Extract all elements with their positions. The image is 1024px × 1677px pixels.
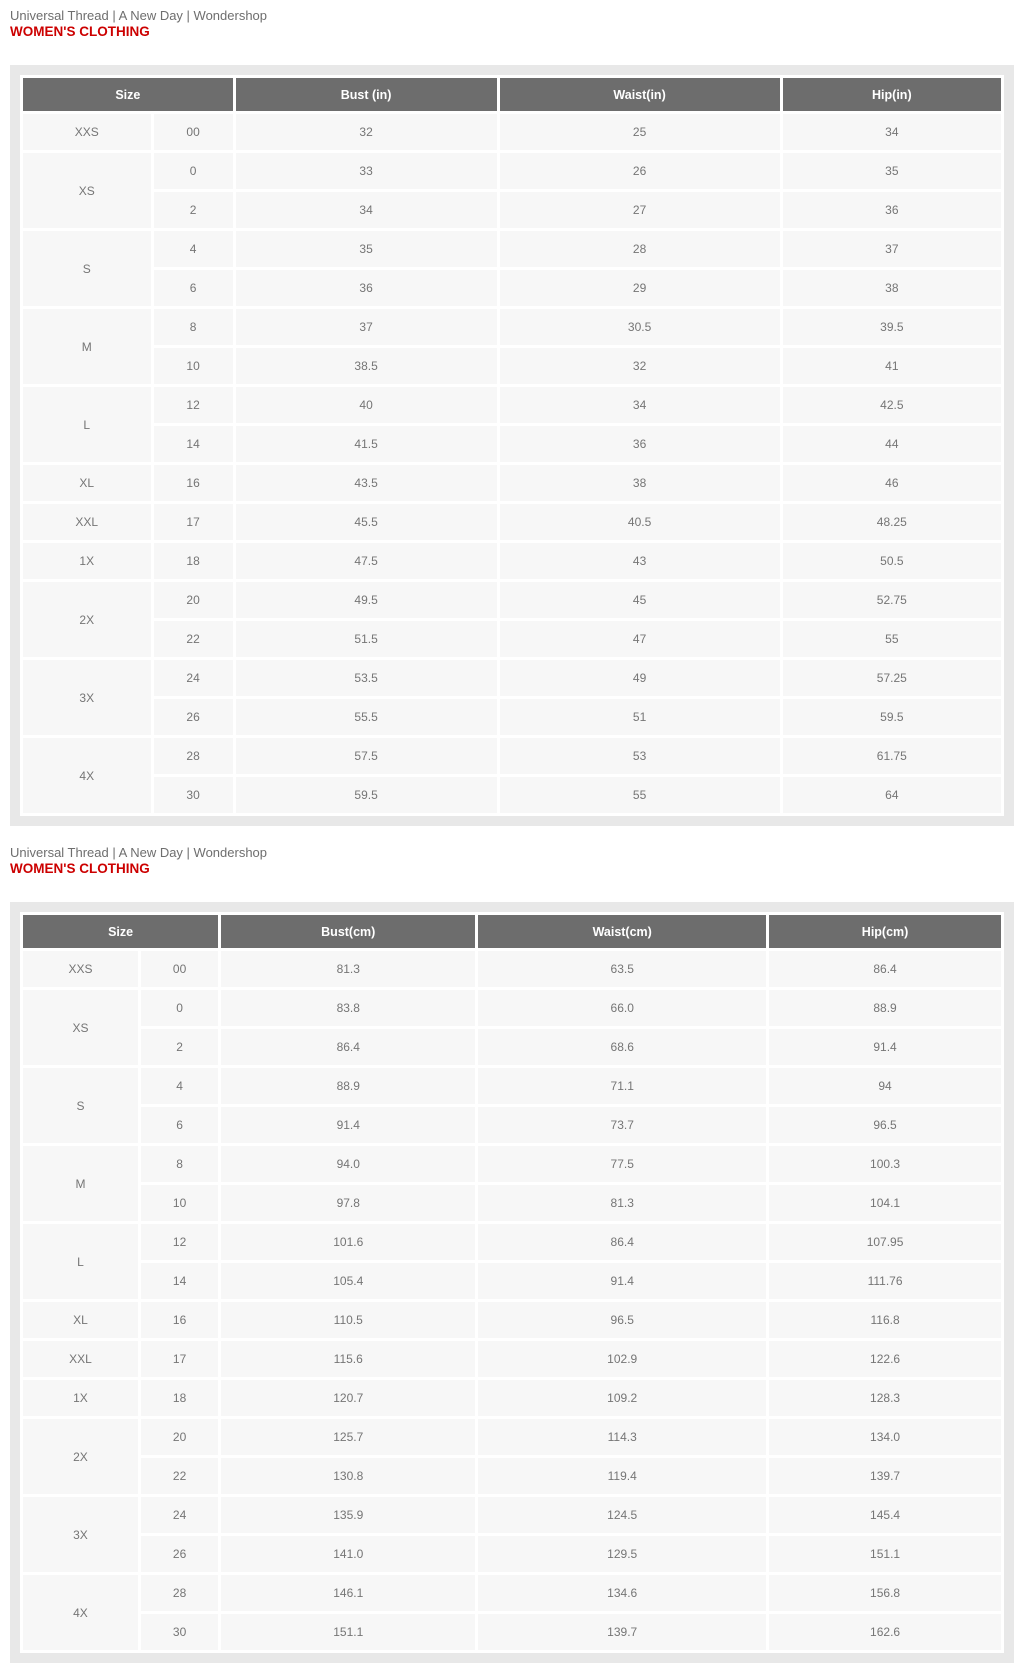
hip-cell: 34 bbox=[783, 114, 1001, 150]
size-row bbox=[23, 1341, 1001, 1377]
size-number-cell: 14 bbox=[141, 1263, 218, 1299]
waist-cell: 38 bbox=[500, 465, 780, 501]
size-number-cell: 6 bbox=[141, 1107, 218, 1143]
size-label-cell: L bbox=[23, 1224, 138, 1299]
waist-cell: 139.7 bbox=[478, 1614, 766, 1650]
size-row bbox=[23, 1302, 1001, 1338]
waist-cell: 26 bbox=[500, 153, 780, 189]
bust-cell: 47.5 bbox=[236, 543, 497, 579]
waist-cell: 25 bbox=[500, 114, 780, 150]
size-number-cell: 24 bbox=[154, 660, 233, 696]
hip-cell: 44 bbox=[783, 426, 1001, 462]
size-row bbox=[23, 1575, 1001, 1611]
size-number-cell: 28 bbox=[154, 738, 233, 774]
size-label-cell: 4X bbox=[23, 1575, 138, 1650]
size-number-cell: 6 bbox=[154, 270, 233, 306]
bust-cell: 55.5 bbox=[236, 699, 497, 735]
size-row bbox=[23, 990, 1001, 1026]
header-row bbox=[23, 78, 1001, 111]
waist-cell: 96.5 bbox=[478, 1302, 766, 1338]
hip-cell: 122.6 bbox=[769, 1341, 1001, 1377]
waist-cell: 119.4 bbox=[478, 1458, 766, 1494]
size-number-cell: 24 bbox=[141, 1497, 218, 1533]
size-row bbox=[23, 1458, 1001, 1494]
size-label-cell: XXS bbox=[23, 951, 138, 987]
size-row bbox=[23, 270, 1001, 306]
waist-cell: 49 bbox=[500, 660, 780, 696]
column-header: Size bbox=[23, 78, 233, 111]
size-label-cell: S bbox=[23, 231, 151, 306]
category-title: WOMEN'S CLOTHING bbox=[10, 861, 150, 876]
size-number-cell: 26 bbox=[154, 699, 233, 735]
waist-cell: 43 bbox=[500, 543, 780, 579]
waist-cell: 86.4 bbox=[478, 1224, 766, 1260]
hip-cell: 111.76 bbox=[769, 1263, 1001, 1299]
waist-cell: 32 bbox=[500, 348, 780, 384]
bust-cell: 83.8 bbox=[221, 990, 475, 1026]
hip-cell: 59.5 bbox=[783, 699, 1001, 735]
waist-cell: 47 bbox=[500, 621, 780, 657]
waist-cell: 53 bbox=[500, 738, 780, 774]
hip-cell: 134.0 bbox=[769, 1419, 1001, 1455]
bust-cell: 51.5 bbox=[236, 621, 497, 657]
size-row bbox=[23, 1380, 1001, 1416]
size-row bbox=[23, 1029, 1001, 1065]
size-row bbox=[23, 1419, 1001, 1455]
size-number-cell: 8 bbox=[154, 309, 233, 345]
bust-cell: 35 bbox=[236, 231, 497, 267]
hip-cell: 52.75 bbox=[783, 582, 1001, 618]
size-label-cell: XS bbox=[23, 153, 151, 228]
size-number-cell: 2 bbox=[141, 1029, 218, 1065]
size-label-cell: M bbox=[23, 309, 151, 384]
size-label-cell: XL bbox=[23, 1302, 138, 1338]
size-row bbox=[23, 309, 1001, 345]
size-number-cell: 17 bbox=[154, 504, 233, 540]
waist-cell: 81.3 bbox=[478, 1185, 766, 1221]
hip-cell: 64 bbox=[783, 777, 1001, 813]
hip-cell: 61.75 bbox=[783, 738, 1001, 774]
bust-cell: 97.8 bbox=[221, 1185, 475, 1221]
size-row bbox=[23, 621, 1001, 657]
size-row bbox=[23, 153, 1001, 189]
header-row bbox=[23, 915, 1001, 948]
column-header: Bust (in) bbox=[236, 78, 497, 111]
size-label-cell: 2X bbox=[23, 582, 151, 657]
bust-cell: 81.3 bbox=[221, 951, 475, 987]
size-row bbox=[23, 1068, 1001, 1104]
hip-cell: 46 bbox=[783, 465, 1001, 501]
size-row bbox=[23, 1224, 1001, 1260]
size-number-cell: 30 bbox=[141, 1614, 218, 1650]
size-row bbox=[23, 1185, 1001, 1221]
bust-cell: 130.8 bbox=[221, 1458, 475, 1494]
bust-cell: 146.1 bbox=[221, 1575, 475, 1611]
bust-cell: 151.1 bbox=[221, 1614, 475, 1650]
size-label-cell: 3X bbox=[23, 1497, 138, 1572]
waist-cell: 134.6 bbox=[478, 1575, 766, 1611]
size-row bbox=[23, 543, 1001, 579]
bust-cell: 86.4 bbox=[221, 1029, 475, 1065]
hip-cell: 107.95 bbox=[769, 1224, 1001, 1260]
column-header: Hip(in) bbox=[783, 78, 1001, 111]
size-label-cell: XS bbox=[23, 990, 138, 1065]
size-number-cell: 12 bbox=[141, 1224, 218, 1260]
size-number-cell: 18 bbox=[141, 1380, 218, 1416]
waist-cell: 77.5 bbox=[478, 1146, 766, 1182]
hip-cell: 38 bbox=[783, 270, 1001, 306]
size-label-cell: 1X bbox=[23, 543, 151, 579]
hip-cell: 100.3 bbox=[769, 1146, 1001, 1182]
size-row bbox=[23, 1536, 1001, 1572]
bust-cell: 40 bbox=[236, 387, 497, 423]
size-number-cell: 4 bbox=[141, 1068, 218, 1104]
size-number-cell: 20 bbox=[154, 582, 233, 618]
waist-cell: 27 bbox=[500, 192, 780, 228]
hip-cell: 128.3 bbox=[769, 1380, 1001, 1416]
size-label-cell: 1X bbox=[23, 1380, 138, 1416]
column-header: Waist(cm) bbox=[478, 915, 766, 948]
bust-cell: 37 bbox=[236, 309, 497, 345]
size-number-cell: 00 bbox=[154, 114, 233, 150]
size-number-cell: 12 bbox=[154, 387, 233, 423]
size-chart-section bbox=[10, 8, 1014, 826]
bust-cell: 43.5 bbox=[236, 465, 497, 501]
waist-cell: 129.5 bbox=[478, 1536, 766, 1572]
hip-cell: 86.4 bbox=[769, 951, 1001, 987]
size-row bbox=[23, 738, 1001, 774]
size-number-cell: 30 bbox=[154, 777, 233, 813]
size-row bbox=[23, 951, 1001, 987]
hip-cell: 162.6 bbox=[769, 1614, 1001, 1650]
size-row bbox=[23, 777, 1001, 813]
size-row bbox=[23, 1146, 1001, 1182]
brand-line: Universal Thread | A New Day | Wondershop bbox=[10, 8, 268, 23]
bust-cell: 110.5 bbox=[221, 1302, 475, 1338]
size-number-cell: 16 bbox=[141, 1302, 218, 1338]
size-label-cell: XXL bbox=[23, 1341, 138, 1377]
hip-cell: 88.9 bbox=[769, 990, 1001, 1026]
size-row bbox=[23, 1614, 1001, 1650]
size-number-cell: 22 bbox=[141, 1458, 218, 1494]
size-row bbox=[23, 1107, 1001, 1143]
size-label-cell: XL bbox=[23, 465, 151, 501]
size-row bbox=[23, 465, 1001, 501]
size-label-cell: XXS bbox=[23, 114, 151, 150]
bust-cell: 141.0 bbox=[221, 1536, 475, 1572]
column-header: Bust(cm) bbox=[221, 915, 475, 948]
waist-cell: 109.2 bbox=[478, 1380, 766, 1416]
waist-cell: 51 bbox=[500, 699, 780, 735]
size-row bbox=[23, 699, 1001, 735]
bust-cell: 34 bbox=[236, 192, 497, 228]
column-header: Hip(cm) bbox=[769, 915, 1001, 948]
hip-cell: 50.5 bbox=[783, 543, 1001, 579]
waist-cell: 30.5 bbox=[500, 309, 780, 345]
bust-cell: 41.5 bbox=[236, 426, 497, 462]
size-row bbox=[23, 348, 1001, 384]
bust-cell: 36 bbox=[236, 270, 497, 306]
hip-cell: 39.5 bbox=[783, 309, 1001, 345]
size-label-cell: 3X bbox=[23, 660, 151, 735]
waist-cell: 91.4 bbox=[478, 1263, 766, 1299]
size-number-cell: 4 bbox=[154, 231, 233, 267]
bust-cell: 125.7 bbox=[221, 1419, 475, 1455]
waist-cell: 73.7 bbox=[478, 1107, 766, 1143]
size-number-cell: 0 bbox=[141, 990, 218, 1026]
size-row bbox=[23, 387, 1001, 423]
size-chart-page bbox=[10, 8, 1014, 1663]
bust-cell: 45.5 bbox=[236, 504, 497, 540]
size-number-cell: 16 bbox=[154, 465, 233, 501]
bust-cell: 53.5 bbox=[236, 660, 497, 696]
bust-cell: 38.5 bbox=[236, 348, 497, 384]
bust-cell: 94.0 bbox=[221, 1146, 475, 1182]
waist-cell: 34 bbox=[500, 387, 780, 423]
size-number-cell: 14 bbox=[154, 426, 233, 462]
hip-cell: 91.4 bbox=[769, 1029, 1001, 1065]
bust-cell: 135.9 bbox=[221, 1497, 475, 1533]
hip-cell: 104.1 bbox=[769, 1185, 1001, 1221]
waist-cell: 36 bbox=[500, 426, 780, 462]
bust-cell: 105.4 bbox=[221, 1263, 475, 1299]
waist-cell: 63.5 bbox=[478, 951, 766, 987]
waist-cell: 102.9 bbox=[478, 1341, 766, 1377]
size-number-cell: 10 bbox=[154, 348, 233, 384]
size-row bbox=[23, 114, 1001, 150]
category-title: WOMEN'S CLOTHING bbox=[10, 24, 150, 39]
size-number-cell: 10 bbox=[141, 1185, 218, 1221]
size-label-cell: M bbox=[23, 1146, 138, 1221]
size-number-cell: 26 bbox=[141, 1536, 218, 1572]
size-number-cell: 00 bbox=[141, 951, 218, 987]
waist-cell: 124.5 bbox=[478, 1497, 766, 1533]
column-header: Waist(in) bbox=[500, 78, 780, 111]
bust-cell: 88.9 bbox=[221, 1068, 475, 1104]
size-label-cell: S bbox=[23, 1068, 138, 1143]
bust-cell: 57.5 bbox=[236, 738, 497, 774]
hip-cell: 37 bbox=[783, 231, 1001, 267]
waist-cell: 40.5 bbox=[500, 504, 780, 540]
bust-cell: 33 bbox=[236, 153, 497, 189]
size-label-cell: 4X bbox=[23, 738, 151, 813]
brand-line: Universal Thread | A New Day | Wondershop bbox=[10, 845, 268, 860]
waist-cell: 29 bbox=[500, 270, 780, 306]
size-row bbox=[23, 192, 1001, 228]
bust-cell: 115.6 bbox=[221, 1341, 475, 1377]
hip-cell: 55 bbox=[783, 621, 1001, 657]
size-number-cell: 2 bbox=[154, 192, 233, 228]
size-chart-container bbox=[10, 902, 1014, 1663]
size-label-cell: XXL bbox=[23, 504, 151, 540]
hip-cell: 145.4 bbox=[769, 1497, 1001, 1533]
size-chart-table bbox=[20, 912, 1004, 1653]
hip-cell: 156.8 bbox=[769, 1575, 1001, 1611]
waist-cell: 45 bbox=[500, 582, 780, 618]
size-row bbox=[23, 426, 1001, 462]
size-number-cell: 28 bbox=[141, 1575, 218, 1611]
size-row bbox=[23, 231, 1001, 267]
waist-cell: 55 bbox=[500, 777, 780, 813]
waist-cell: 114.3 bbox=[478, 1419, 766, 1455]
bust-cell: 49.5 bbox=[236, 582, 497, 618]
waist-cell: 66.0 bbox=[478, 990, 766, 1026]
size-number-cell: 0 bbox=[154, 153, 233, 189]
hip-cell: 94 bbox=[769, 1068, 1001, 1104]
hip-cell: 116.8 bbox=[769, 1302, 1001, 1338]
size-row bbox=[23, 504, 1001, 540]
size-number-cell: 20 bbox=[141, 1419, 218, 1455]
size-label-cell: L bbox=[23, 387, 151, 462]
bust-cell: 59.5 bbox=[236, 777, 497, 813]
bust-cell: 120.7 bbox=[221, 1380, 475, 1416]
size-number-cell: 17 bbox=[141, 1341, 218, 1377]
size-label-cell: 2X bbox=[23, 1419, 138, 1494]
size-number-cell: 8 bbox=[141, 1146, 218, 1182]
column-header: Size bbox=[23, 915, 218, 948]
hip-cell: 96.5 bbox=[769, 1107, 1001, 1143]
size-chart-table bbox=[20, 75, 1004, 816]
size-number-cell: 22 bbox=[154, 621, 233, 657]
size-chart-container bbox=[10, 65, 1014, 826]
bust-cell: 32 bbox=[236, 114, 497, 150]
waist-cell: 28 bbox=[500, 231, 780, 267]
size-row bbox=[23, 582, 1001, 618]
hip-cell: 42.5 bbox=[783, 387, 1001, 423]
hip-cell: 151.1 bbox=[769, 1536, 1001, 1572]
waist-cell: 68.6 bbox=[478, 1029, 766, 1065]
size-row bbox=[23, 1263, 1001, 1299]
size-row bbox=[23, 1497, 1001, 1533]
hip-cell: 57.25 bbox=[783, 660, 1001, 696]
hip-cell: 36 bbox=[783, 192, 1001, 228]
bust-cell: 101.6 bbox=[221, 1224, 475, 1260]
bust-cell: 91.4 bbox=[221, 1107, 475, 1143]
size-row bbox=[23, 660, 1001, 696]
hip-cell: 139.7 bbox=[769, 1458, 1001, 1494]
size-chart-section bbox=[10, 845, 1014, 1663]
size-number-cell: 18 bbox=[154, 543, 233, 579]
hip-cell: 41 bbox=[783, 348, 1001, 384]
waist-cell: 71.1 bbox=[478, 1068, 766, 1104]
hip-cell: 35 bbox=[783, 153, 1001, 189]
hip-cell: 48.25 bbox=[783, 504, 1001, 540]
